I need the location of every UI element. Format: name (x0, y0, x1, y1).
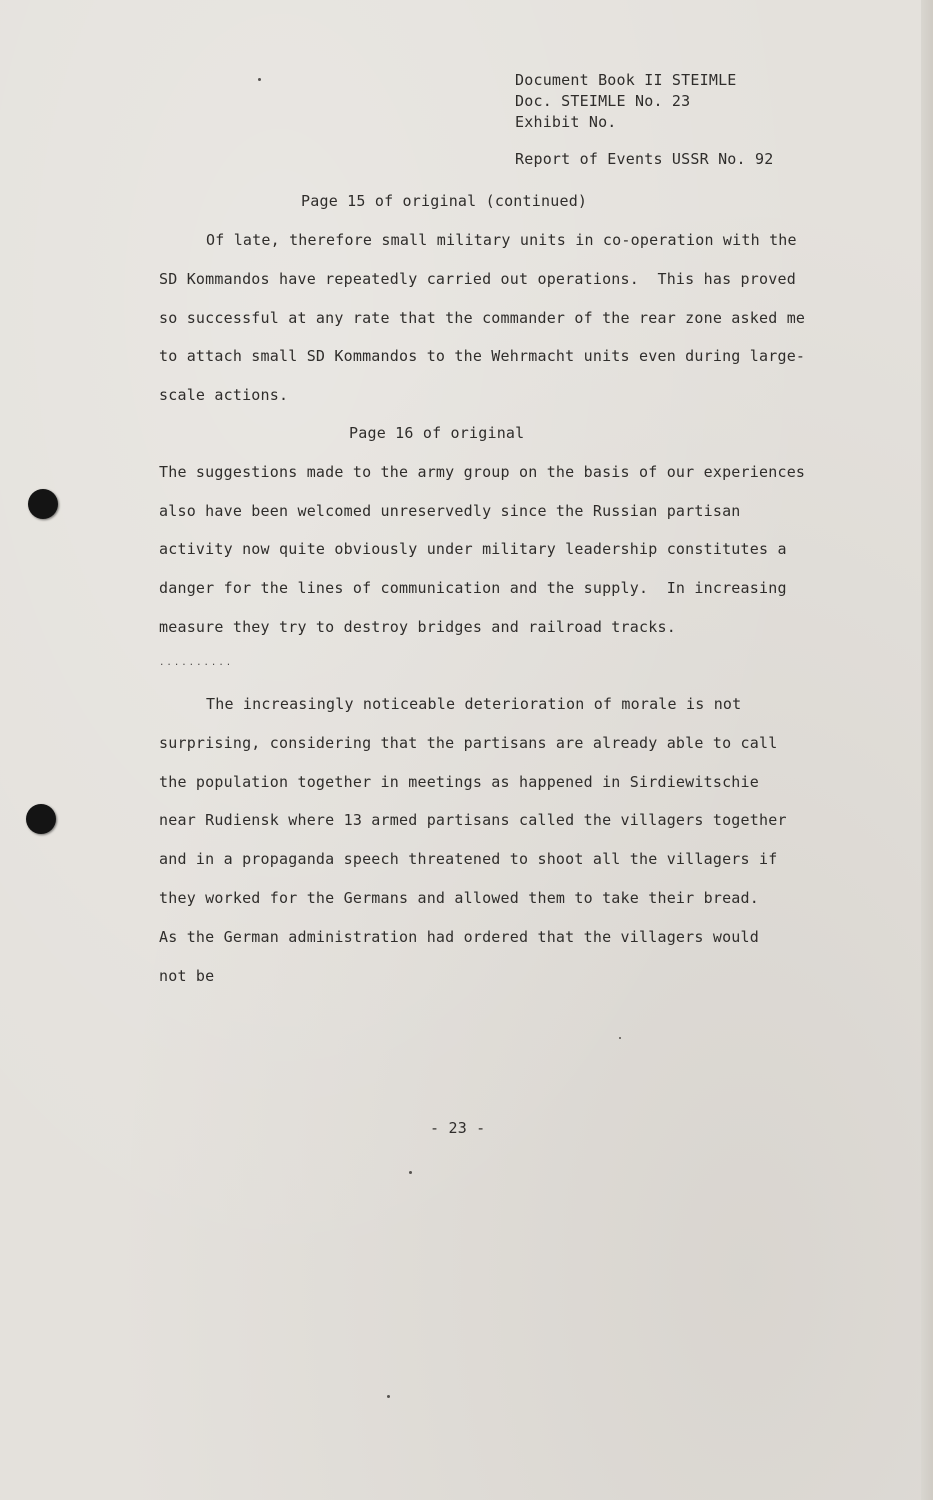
text-line: the population together in meetings as happened in Sirdiewitschie (159, 773, 759, 791)
header-doc-number: Doc. STEIMLE No. 23 (515, 92, 691, 110)
section-heading-page-15: Page 15 of original (continued) (301, 192, 588, 210)
text-line: Of late, therefore small military units in co-operation with the (206, 231, 797, 249)
text-line: they worked for the Germans and allowed them to take their bread. (159, 889, 759, 907)
paper-speck (258, 78, 261, 81)
document-header (515, 70, 737, 133)
text-line: and in a propaganda speech threatened to shoot all the villagers if (159, 850, 778, 868)
text-line: near Rudiensk where 13 armed partisans called the villagers together (159, 811, 787, 829)
paper-edge (921, 0, 933, 1500)
section-heading-page-16: Page 16 of original (349, 424, 525, 442)
report-title: Report of Events USSR No. 92 (515, 150, 774, 168)
paper-speck (619, 1037, 621, 1039)
paper-speck (409, 1171, 412, 1174)
text-line: The increasingly noticeable deterioration of morale is not (206, 695, 742, 713)
text-line: to attach small SD Kommandos to the Wehrmacht units even during large- (159, 347, 806, 365)
header-exhibit-number: Exhibit No. (515, 113, 617, 131)
text-line: so successful at any rate that the commander of the rear zone asked me (159, 309, 806, 327)
text-line: As the German administration had ordered that the villagers would (159, 928, 759, 946)
paper-speck (387, 1395, 390, 1398)
text-line: measure they try to destroy bridges and railroad tracks. (159, 618, 676, 636)
text-line: danger for the lines of communication and the supply. In increasing (159, 579, 787, 597)
text-line: scale actions. (159, 386, 289, 404)
punch-hole-upper (28, 489, 58, 519)
text-line: The suggestions made to the army group on the basis of our experiences (159, 463, 806, 481)
omission-separator: .......... (159, 658, 234, 668)
punch-hole-lower (26, 804, 56, 834)
header-document-book: Document Book II STEIMLE (515, 71, 737, 89)
text-line: also have been welcomed unreservedly since the Russian partisan (159, 502, 741, 520)
text-line: surprising, considering that the partisans are already able to call (159, 734, 778, 752)
text-line: SD Kommandos have repeatedly carried out operations. This has proved (159, 270, 796, 288)
text-line: activity now quite obviously under military leadership constitutes a (159, 540, 787, 558)
text-line: not be (159, 967, 215, 985)
page-number: - 23 - (430, 1119, 486, 1137)
